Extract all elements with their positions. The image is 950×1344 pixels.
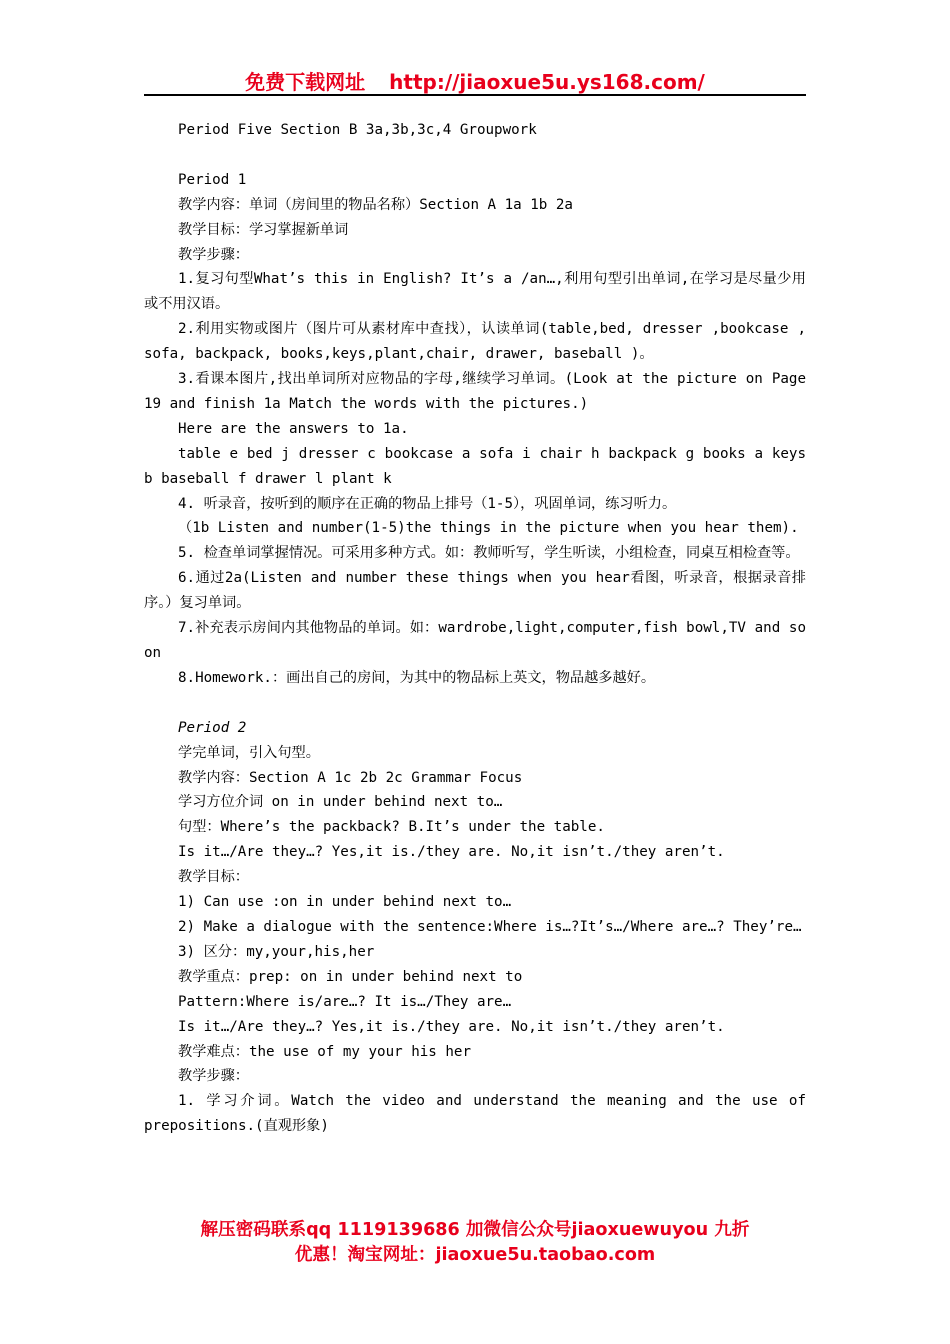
- page-header: [144, 66, 806, 95]
- page-footer: [144, 1218, 806, 1268]
- p1-step-8: 8.Homework.：画出自己的房间，为其中的物品标上英文，物品越多越好。: [178, 669, 656, 686]
- header-url-link[interactable]: http://jiaoxue5u.ys168.com/: [389, 70, 705, 94]
- footer-line-2: 优惠！淘宝网址：jiaoxue5u.taobao.com: [294, 1245, 656, 1265]
- p2-key-2: Pattern:Where is/are…? It is…/They are…: [178, 993, 512, 1010]
- p2-preps: 学习方位介词 on in under behind next to…: [178, 794, 503, 811]
- p2-key-3: Is it…/Are they…? Yes,it is./they are. No,it isn’t./they aren’t.: [178, 1018, 725, 1035]
- p2-goal-label: 教学目标：: [178, 869, 249, 886]
- p2-pattern-2: Is it…/Are they…? Yes,it is./they are. No,it isn’t./they aren’t.: [178, 844, 725, 861]
- p1-answers: table e bed j dresser c bookcase a sofa i chair h backpack g books a keys b baseball f drawer l plant k: [144, 445, 806, 487]
- p2-goal-2: 2) Make a dialogue with the sentence:Where is…?It’s…/Where are…? They’re…: [178, 918, 802, 935]
- p1-step-1: 1.复习句型What’s this in English? It’s a /an…,利用句型引出单词,在学习是尽量少用或不用汉语。: [144, 271, 806, 313]
- p2-pattern: 句型：Where’s the packback? B.It’s under the table.: [178, 819, 605, 836]
- p2-steps-label: 教学步骤：: [178, 1068, 249, 1085]
- p1-step-4: 4. 听录音，按听到的顺序在正确的物品上排号（1-5），巩固单词，练习听力。: [178, 495, 677, 512]
- p2-intro: 学完单词，引入句型。: [178, 744, 320, 761]
- p1-step-3: 3.看课本图片,找出单词所对应物品的字母,继续学习单词。(Look at the picture on Page 19 and finish 1a Match the words with the pictures.): [144, 371, 806, 412]
- p1-step-4b: （1b Listen and number(1-5)the things in the picture when you hear them).: [178, 520, 799, 537]
- p2-content: 教学内容：Section A 1c 2b 2c Grammar Focus: [178, 769, 523, 786]
- document-body: [144, 118, 806, 1139]
- p2-goal-3: 3) 区分：my,your,his,her: [178, 943, 375, 960]
- period-five-line: Period Five Section B 3a,3b,3c,4 Groupwork: [178, 122, 537, 138]
- p2-goal-1: 1) Can use :on in under behind next to…: [178, 894, 512, 911]
- p1-goal: 教学目标：学习掌握新单词: [178, 221, 349, 238]
- p1-step-6: 6.通过2a(Listen and number these things when you hear看图，听录音，根据录音排序。）复习单词。: [144, 570, 806, 612]
- period-2-title: Period 2: [178, 719, 247, 736]
- p1-content: 教学内容：单词（房间里的物品名称）Section A 1a 1b 2a: [178, 196, 573, 213]
- p1-step-7: 7.补充表示房间内其他物品的单词。如：wardrobe,light,computer,fish bowl,TV and so on: [144, 620, 806, 662]
- p2-step-1: 1. 学习介词。Watch the video and understand the meaning and the use of prepositions.(直观形象): [144, 1093, 806, 1135]
- p1-step-5: 5. 检查单词掌握情况。可采用多种方式。如：教师听写，学生听读，小组检查，同桌互相检查等。: [178, 545, 800, 562]
- period-1-title: Period 1: [178, 171, 247, 188]
- p1-steps-label: 教学步骤：: [178, 246, 249, 263]
- header-label: 免费下载网址: [245, 70, 366, 94]
- footer-line-1: 解压密码联系qq 1119139686 加微信公众号jiaoxuewuyou 九折: [200, 1220, 750, 1240]
- p1-answers-intro: Here are the answers to 1a.: [178, 420, 409, 437]
- p1-step-2: 2.利用实物或图片（图片可从素材库中查找），认读单词(table,bed, dresser ,bookcase , sofa, backpack, books,keys,plant,chair, drawer, baseball )。: [144, 321, 806, 363]
- p2-difficult: 教学难点：the use of my your his her: [178, 1043, 472, 1060]
- header-divider: [144, 94, 806, 96]
- p2-key: 教学重点：prep: on in under behind next to: [178, 968, 523, 985]
